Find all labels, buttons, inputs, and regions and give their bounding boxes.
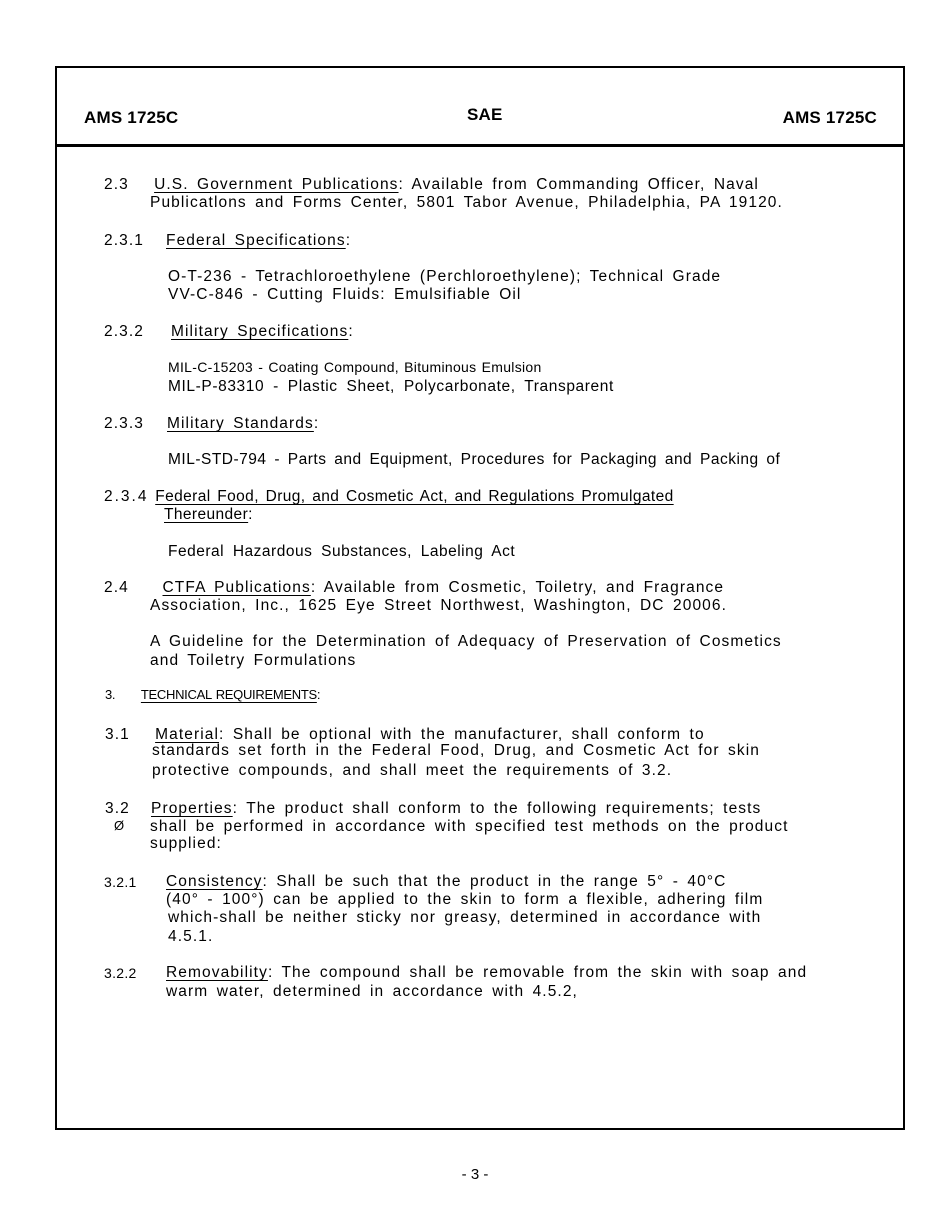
section-3-2-1-line3: which-shall be neither sticky nor greasy, determined in accordance with bbox=[168, 909, 762, 926]
section-2-4-line2: Association, Inc., 1625 Eye Street Northwest, Washington, DC 20006. bbox=[150, 597, 728, 614]
section-title: Properties bbox=[151, 800, 233, 817]
section-2-4-line1 bbox=[104, 579, 724, 597]
section-title: Material bbox=[155, 726, 220, 743]
section-2-3-3-heading bbox=[104, 415, 144, 433]
colon: : bbox=[316, 687, 321, 702]
section-text: : Available from Commanding Officer, Naval bbox=[398, 176, 759, 193]
spec-item: VV-C-846 - Cutting Fluids: Emulsifiable Oil bbox=[168, 286, 522, 303]
section-title: Military Standards bbox=[167, 415, 314, 432]
section-3-2-1-number: 3.2.1 bbox=[104, 874, 137, 890]
header-doc-id-right: AMS 1725C bbox=[782, 108, 877, 127]
spec-item: MIL-P-83310 - Plastic Sheet, Polycarbonate, Transparent bbox=[168, 378, 614, 395]
section-3-2-2-line1 bbox=[166, 964, 807, 982]
page-number: - 3 - bbox=[461, 1166, 489, 1183]
section-2-3-line1 bbox=[104, 176, 759, 194]
section-text: : The product shall conform to the following requirements; tests bbox=[232, 800, 762, 817]
section-title: U.S. Government Publications bbox=[154, 176, 399, 193]
header-divider bbox=[57, 144, 903, 147]
section-2-3-3-title-wrap bbox=[167, 415, 319, 433]
spec-item: MIL-STD-794 - Parts and Equipment, Procedures for Packaging and Packing of bbox=[168, 451, 781, 468]
section-3-2-number: 3.2 bbox=[105, 800, 130, 817]
header-org: SAE bbox=[467, 105, 503, 124]
colon: : bbox=[348, 323, 354, 340]
section-2-3-4-line2 bbox=[164, 506, 253, 524]
colon: : bbox=[345, 232, 352, 249]
ctfa-doc-line2: and Toiletry Formulations bbox=[150, 652, 357, 669]
colon: : bbox=[313, 415, 320, 432]
section-number: 3. bbox=[105, 687, 116, 702]
section-title: CTFA Publications bbox=[162, 579, 311, 596]
section-2-3-2-heading bbox=[104, 323, 144, 341]
change-mark: Ø bbox=[114, 818, 126, 833]
spec-item: O-T-236 - Tetrachloroethylene (Perchloroethylene); Technical Grade bbox=[168, 268, 722, 285]
section-number: 2.3 bbox=[104, 176, 129, 193]
section-2-3-1-heading bbox=[104, 232, 144, 250]
spec-item: MIL-C-15203 - Coating Compound, Bituminous Emulsion bbox=[168, 359, 542, 375]
section-3-2-2-line2: warm water, determined in accordance with 4.5.2, bbox=[166, 983, 578, 1000]
section-number: 2.3.2 bbox=[104, 323, 144, 340]
section-2-3-2-title-wrap bbox=[171, 323, 354, 341]
section-2-3-line2: Publicatlons and Forms Center, 5801 Tabor Avenue, Philadelphia, PA 19120. bbox=[150, 194, 783, 211]
section-3-2-1-line2: (40° - 100°) can be applied to the skin to form a flexible, adhering film bbox=[166, 891, 764, 908]
section-text: : The compound shall be removable from the skin with soap and bbox=[267, 964, 808, 981]
section-text: : Shall be such that the product in the range 5° - 40°C bbox=[262, 873, 727, 890]
act-item: Federal Hazardous Substances, Labeling Act bbox=[168, 543, 516, 560]
section-3-2-line3: supplied: bbox=[150, 835, 222, 852]
section-2-3-1-title-wrap bbox=[166, 232, 351, 250]
section-3-2-line2: shall be performed in accordance with specified test methods on the product bbox=[150, 818, 789, 835]
section-3-1-line2: standards set forth in the Federal Food, Drug, and Cosmetic Act for skin bbox=[152, 742, 760, 759]
section-title: Military Specifications bbox=[171, 323, 349, 340]
header-doc-id-left: AMS 1725C bbox=[84, 108, 179, 127]
section-2-3-4-line1 bbox=[104, 488, 674, 506]
section-title: Removability bbox=[166, 964, 268, 981]
section-title: Federal Food, Drug, and Cosmetic Act, and Regulations Promulgated bbox=[155, 488, 674, 505]
section-3-2-2-number: 3.2.2 bbox=[104, 965, 137, 981]
section-number: 2.3.4 bbox=[104, 488, 149, 505]
section-3-2-1-line4: 4.5.1. bbox=[168, 928, 214, 945]
section-title-cont: Thereunder bbox=[164, 506, 249, 523]
section-3-2-line1 bbox=[151, 800, 761, 818]
section-title: Consistency bbox=[166, 873, 263, 890]
section-text: : Shall be optional with the manufacturer, shall conform to bbox=[219, 726, 705, 743]
section-title: Federal Specifications bbox=[166, 232, 346, 249]
section-title: TECHNICAL REQUIREMENTS bbox=[140, 687, 317, 702]
section-text: : Available from Cosmetic, Toiletry, and Fragrance bbox=[310, 579, 725, 596]
section-number: 2.4 bbox=[104, 579, 129, 596]
section-3-2-1-line1 bbox=[166, 873, 726, 891]
section-number: 3.1 bbox=[105, 726, 130, 743]
colon: : bbox=[248, 506, 253, 523]
section-3-heading bbox=[105, 687, 320, 702]
section-number: 2.3.3 bbox=[104, 415, 144, 432]
ctfa-doc-line1: A Guideline for the Determination of Adequacy of Preservation of Cosmetics bbox=[150, 633, 782, 650]
section-3-1-line3: protective compounds, and shall meet the requirements of 3.2. bbox=[152, 762, 673, 779]
section-number: 2.3.1 bbox=[104, 232, 144, 249]
